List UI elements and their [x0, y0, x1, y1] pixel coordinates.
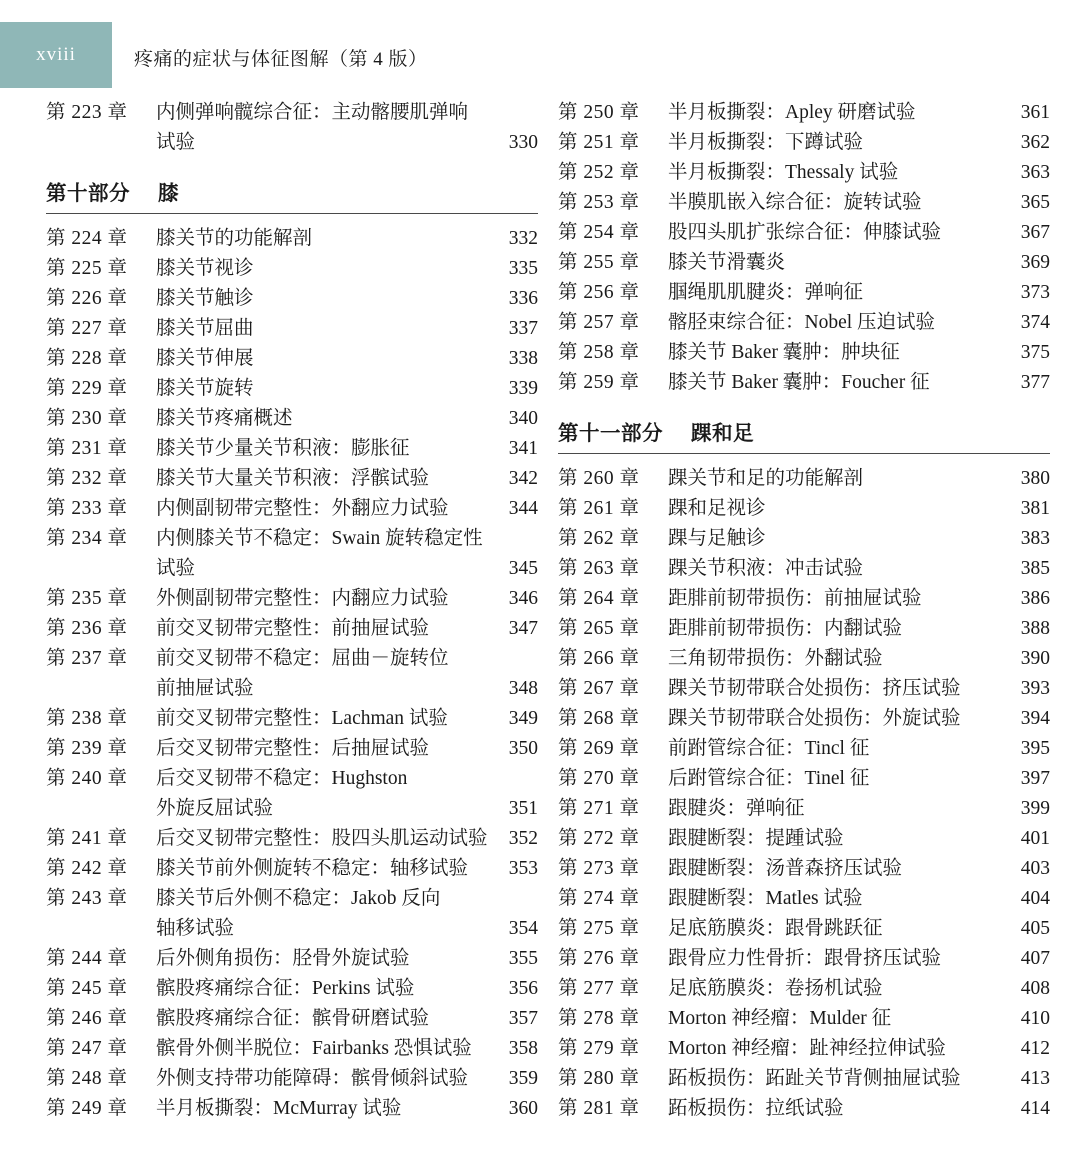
- toc-entry-continuation[interactable]: [46, 674, 538, 704]
- toc-entry[interactable]: [46, 1004, 538, 1034]
- page-number: 410: [1020, 1008, 1050, 1029]
- page-number: 388: [1020, 618, 1050, 639]
- chapter-title: 后交叉韧带不稳定：Hughston: [156, 768, 408, 789]
- toc-entry[interactable]: [558, 764, 1050, 794]
- chapter-title: 内侧膝关节不稳定：Swain 旋转稳定性: [156, 528, 483, 549]
- toc-entry[interactable]: [558, 944, 1050, 974]
- toc-entry[interactable]: [46, 1094, 538, 1124]
- chapter-title: 前交叉韧带不稳定：屈曲－旋转位: [156, 648, 449, 669]
- chapter-title: 髌股疼痛综合征：Perkins 试验: [156, 978, 415, 999]
- chapter-number: 第 235 章: [46, 588, 128, 609]
- chapter-number-spacer: [46, 674, 156, 704]
- chapter-number: 第 239 章: [46, 738, 128, 759]
- chapter-number: 第 223 章: [46, 102, 128, 123]
- toc-entry[interactable]: [558, 614, 1050, 644]
- toc-list-right-part: [558, 464, 1050, 1124]
- toc-entry[interactable]: [558, 584, 1050, 614]
- toc-entry[interactable]: [46, 254, 538, 284]
- page-number: 344: [508, 498, 538, 519]
- chapter-number: 第 260 章: [558, 468, 640, 489]
- toc-entry[interactable]: [46, 284, 538, 314]
- chapter-title: 髌股疼痛综合征：髌骨研磨试验: [156, 1008, 430, 1029]
- chapter-title: 膝关节滑囊炎: [668, 252, 786, 273]
- chapter-title: 膝关节视诊: [156, 258, 254, 279]
- chapter-title: 膝关节后外侧不稳定：Jakob 反向: [156, 888, 441, 909]
- toc-entry-continuation[interactable]: [46, 794, 538, 824]
- toc-entry[interactable]: [558, 974, 1050, 1004]
- page-header: [0, 0, 1080, 88]
- chapter-title: 股四头肌扩张综合征：伸膝试验: [668, 222, 942, 243]
- chapter-title: 三角韧带损伤：外翻试验: [668, 648, 883, 669]
- chapter-number: 第 246 章: [46, 1008, 128, 1029]
- chapter-title: 膝关节屈曲: [156, 318, 254, 339]
- chapter-title-continued: 试验: [156, 132, 196, 153]
- page-number: 412: [1020, 1038, 1050, 1059]
- chapter-title: Morton 神经瘤：Mulder 征: [668, 1008, 892, 1029]
- toc-entry[interactable]: [46, 584, 538, 614]
- toc-entry[interactable]: [558, 248, 1050, 278]
- chapter-number: 第 247 章: [46, 1038, 128, 1059]
- toc-columns: [0, 98, 1080, 1124]
- page-number: 359: [508, 1068, 538, 1089]
- toc-list-left-part: [46, 224, 538, 1124]
- chapter-number: 第 236 章: [46, 618, 128, 639]
- chapter-number: 第 274 章: [558, 888, 640, 909]
- chapter-number: 第 276 章: [558, 948, 640, 969]
- page-number: 346: [508, 588, 538, 609]
- page-number: 335: [508, 258, 538, 279]
- chapter-title: 跖板损伤：拉纸试验: [668, 1098, 844, 1119]
- toc-entry[interactable]: [46, 374, 538, 404]
- page-number: 367: [1020, 222, 1050, 243]
- chapter-number: 第 224 章: [46, 228, 128, 249]
- toc-entry[interactable]: [558, 1034, 1050, 1064]
- page-number: 365: [1020, 192, 1050, 213]
- page-number: 394: [1020, 708, 1050, 729]
- chapter-title: 膝关节触诊: [156, 288, 254, 309]
- page-number: 350: [508, 738, 538, 759]
- chapter-number: 第 243 章: [46, 888, 128, 909]
- page-number: 357: [508, 1008, 538, 1029]
- chapter-title: 跟腱断裂：提踵试验: [668, 828, 844, 849]
- chapter-title: 足底筋膜炎：卷扬机试验: [668, 978, 883, 999]
- page-number: 385: [1020, 558, 1050, 579]
- chapter-title: 膝关节的功能解剖: [156, 228, 313, 249]
- chapter-number: 第 234 章: [46, 528, 128, 549]
- toc-entry-continuation[interactable]: [46, 554, 538, 584]
- page-number: 342: [508, 468, 538, 489]
- chapter-title: 外侧副韧带完整性：内翻应力试验: [156, 588, 449, 609]
- chapter-title-continued: 外旋反屈试验: [156, 798, 274, 819]
- page-number: 407: [1020, 948, 1050, 969]
- chapter-title: 腘绳肌肌腱炎：弹响征: [668, 282, 864, 303]
- toc-entry[interactable]: [46, 614, 538, 644]
- toc-column-left: [46, 98, 538, 1124]
- page-number: 352: [508, 828, 538, 849]
- chapter-number: 第 244 章: [46, 948, 128, 969]
- chapter-number-spacer: [46, 128, 156, 158]
- chapter-number: 第 278 章: [558, 1008, 640, 1029]
- chapter-number: 第 229 章: [46, 378, 128, 399]
- chapter-title: 足底筋膜炎：跟骨跳跃征: [668, 918, 883, 939]
- chapter-title: 髌骨外侧半脱位：Fairbanks 恐惧试验: [156, 1038, 472, 1059]
- toc-entry[interactable]: [46, 314, 538, 344]
- chapter-title: 膝关节前外侧旋转不稳定：轴移试验: [156, 858, 469, 879]
- page-number: 351: [508, 798, 538, 819]
- chapter-title: 跟骨应力性骨折：跟骨挤压试验: [668, 948, 942, 969]
- page-number: 356: [508, 978, 538, 999]
- toc-entry[interactable]: [46, 704, 538, 734]
- chapter-number: 第 240 章: [46, 768, 128, 789]
- chapter-number: 第 277 章: [558, 978, 640, 999]
- chapter-number: 第 237 章: [46, 648, 128, 669]
- chapter-number: 第 249 章: [46, 1098, 128, 1119]
- chapter-title: 膝关节旋转: [156, 378, 254, 399]
- toc-entry[interactable]: [558, 644, 1050, 674]
- chapter-number: 第 269 章: [558, 738, 640, 759]
- chapter-title: 内侧副韧带完整性：外翻应力试验: [156, 498, 449, 519]
- toc-entry[interactable]: [46, 464, 538, 494]
- page-number: 332: [508, 228, 538, 249]
- chapter-title: 跟腱断裂：汤普森挤压试验: [668, 858, 903, 879]
- page-number: 413: [1020, 1068, 1050, 1089]
- chapter-title: 后外侧角损伤：胫骨外旋试验: [156, 948, 410, 969]
- toc-list-left-top: [46, 98, 538, 158]
- chapter-number: 第 272 章: [558, 828, 640, 849]
- toc-entry[interactable]: [46, 854, 538, 884]
- page-number: 355: [508, 948, 538, 969]
- chapter-number: 第 275 章: [558, 918, 640, 939]
- toc-list-right-top: [558, 98, 1050, 398]
- chapter-number: 第 265 章: [558, 618, 640, 639]
- toc-entry[interactable]: [558, 278, 1050, 308]
- chapter-number: 第 233 章: [46, 498, 128, 519]
- page-number: 380: [1020, 468, 1050, 489]
- toc-entry[interactable]: [46, 944, 538, 974]
- chapter-number: 第 261 章: [558, 498, 640, 519]
- toc-entry[interactable]: [558, 734, 1050, 764]
- page-number: 340: [508, 408, 538, 429]
- chapter-title: 膝关节疼痛概述: [156, 408, 293, 429]
- page-number: 375: [1020, 342, 1050, 363]
- toc-entry[interactable]: [558, 464, 1050, 494]
- page-number: 338: [508, 348, 538, 369]
- toc-entry[interactable]: [558, 1064, 1050, 1094]
- page-number: 363: [1020, 162, 1050, 183]
- chapter-number: 第 279 章: [558, 1038, 640, 1059]
- chapter-title: 后跗管综合征：Tinel 征: [668, 768, 870, 789]
- toc-entry[interactable]: [558, 1094, 1050, 1124]
- chapter-number: 第 270 章: [558, 768, 640, 789]
- chapter-title: 内侧弹响髋综合征：主动髂腰肌弹响: [156, 102, 469, 123]
- chapter-number: 第 248 章: [46, 1068, 128, 1089]
- chapter-title: 前交叉韧带完整性：前抽屉试验: [156, 618, 430, 639]
- chapter-title: 跖板损伤：跖趾关节背侧抽屉试验: [668, 1068, 961, 1089]
- page-number: 349: [508, 708, 538, 729]
- part-label: 第十部分: [46, 183, 130, 205]
- toc-entry[interactable]: [558, 158, 1050, 188]
- chapter-title: 半月板撕裂：下蹲试验: [668, 132, 864, 153]
- folio-number: xviii: [0, 22, 112, 88]
- chapter-number: 第 273 章: [558, 858, 640, 879]
- page-number: 348: [508, 678, 538, 699]
- page-number: 404: [1020, 888, 1050, 909]
- chapter-number-spacer: [46, 914, 156, 944]
- chapter-number: 第 263 章: [558, 558, 640, 579]
- chapter-number: 第 262 章: [558, 528, 640, 549]
- page-number: 408: [1020, 978, 1050, 999]
- chapter-number: 第 252 章: [558, 162, 640, 183]
- toc-column-right: [558, 98, 1050, 1124]
- part-name: 膝: [158, 183, 179, 205]
- page-number: 401: [1020, 828, 1050, 849]
- page-number: 373: [1020, 282, 1050, 303]
- page-number: 336: [508, 288, 538, 309]
- chapter-title: 膝关节 Baker 囊肿：肿块征: [668, 342, 900, 363]
- page-number: 397: [1020, 768, 1050, 789]
- toc-entry[interactable]: [558, 914, 1050, 944]
- chapter-title: 后交叉韧带完整性：股四头肌运动试验: [156, 828, 488, 849]
- toc-entry[interactable]: [558, 494, 1050, 524]
- chapter-number: 第 251 章: [558, 132, 640, 153]
- page-number: 360: [508, 1098, 538, 1119]
- toc-entry[interactable]: [46, 884, 538, 914]
- toc-entry[interactable]: [46, 1034, 538, 1064]
- chapter-number: 第 266 章: [558, 648, 640, 669]
- page-number: 358: [508, 1038, 538, 1059]
- chapter-title: 外侧支持带功能障碍：髌骨倾斜试验: [156, 1068, 469, 1089]
- chapter-number: 第 253 章: [558, 192, 640, 213]
- page-number: 393: [1020, 678, 1050, 699]
- chapter-title: Morton 神经瘤：趾神经拉伸试验: [668, 1038, 946, 1059]
- part-divider: [46, 213, 538, 214]
- toc-entry[interactable]: [46, 974, 538, 1004]
- page-number: 374: [1020, 312, 1050, 333]
- chapter-number: 第 256 章: [558, 282, 640, 303]
- page-number: 414: [1020, 1098, 1050, 1119]
- page-number: 377: [1020, 372, 1050, 393]
- chapter-title: 前跗管综合征：Tincl 征: [668, 738, 870, 759]
- chapter-number-spacer: [46, 554, 156, 584]
- toc-entry[interactable]: [46, 98, 538, 128]
- page-number: 395: [1020, 738, 1050, 759]
- toc-entry-continuation[interactable]: [46, 128, 538, 158]
- part-heading-ten: [46, 176, 538, 214]
- page-number: 383: [1020, 528, 1050, 549]
- part-divider: [558, 453, 1050, 454]
- chapter-number: 第 238 章: [46, 708, 128, 729]
- toc-entry[interactable]: [558, 98, 1050, 128]
- toc-entry[interactable]: [46, 644, 538, 674]
- chapter-title: 距腓前韧带损伤：前抽屉试验: [668, 588, 922, 609]
- toc-entry-continuation[interactable]: [46, 914, 538, 944]
- running-title: 疼痛的症状与体征图解（第 4 版）: [134, 49, 428, 70]
- toc-entry[interactable]: [558, 854, 1050, 884]
- chapter-number: 第 281 章: [558, 1098, 640, 1119]
- toc-entry[interactable]: [558, 308, 1050, 338]
- chapter-title: 踝关节积液：冲击试验: [668, 558, 864, 579]
- toc-entry[interactable]: [558, 824, 1050, 854]
- toc-entry[interactable]: [558, 674, 1050, 704]
- chapter-number: 第 258 章: [558, 342, 640, 363]
- toc-entry[interactable]: [46, 344, 538, 374]
- chapter-title: 膝关节大量关节积液：浮髌试验: [156, 468, 430, 489]
- part-heading-eleven: [558, 416, 1050, 454]
- toc-entry[interactable]: [558, 524, 1050, 554]
- chapter-title: 踝关节和足的功能解剖: [668, 468, 864, 489]
- chapter-number: 第 230 章: [46, 408, 128, 429]
- toc-entry[interactable]: [558, 338, 1050, 368]
- chapter-title: 膝关节伸展: [156, 348, 254, 369]
- page-number: 353: [508, 858, 538, 879]
- toc-entry[interactable]: [46, 224, 538, 254]
- toc-entry[interactable]: [46, 734, 538, 764]
- page-number: 403: [1020, 858, 1050, 879]
- chapter-title: 距腓前韧带损伤：内翻试验: [668, 618, 903, 639]
- chapter-number: 第 268 章: [558, 708, 640, 729]
- toc-entry[interactable]: [558, 188, 1050, 218]
- chapter-title: 后交叉韧带完整性：后抽屉试验: [156, 738, 430, 759]
- page-number: 386: [1020, 588, 1050, 609]
- chapter-title: 前交叉韧带完整性：Lachman 试验: [156, 708, 448, 729]
- toc-entry[interactable]: [558, 704, 1050, 734]
- chapter-title: 半月板撕裂：Thessaly 试验: [668, 162, 899, 183]
- toc-entry[interactable]: [46, 524, 538, 554]
- chapter-title: 踝与足触诊: [668, 528, 766, 549]
- page-number: 381: [1020, 498, 1050, 519]
- chapter-number: 第 264 章: [558, 588, 640, 609]
- toc-entry[interactable]: [46, 404, 538, 434]
- chapter-title: 半月板撕裂：McMurray 试验: [156, 1098, 402, 1119]
- chapter-title-continued: 试验: [156, 558, 196, 579]
- chapter-title: 膝关节 Baker 囊肿：Foucher 征: [668, 372, 930, 393]
- page-number: 341: [508, 438, 538, 459]
- chapter-title: 膝关节少量关节积液：膨胀征: [156, 438, 410, 459]
- toc-entry[interactable]: [46, 494, 538, 524]
- page-number: 330: [508, 132, 538, 153]
- chapter-number: 第 227 章: [46, 318, 128, 339]
- chapter-number: 第 242 章: [46, 858, 128, 879]
- chapter-title: 踝和足视诊: [668, 498, 766, 519]
- chapter-number: 第 271 章: [558, 798, 640, 819]
- chapter-number: 第 228 章: [46, 348, 128, 369]
- page-number: 405: [1020, 918, 1050, 939]
- chapter-number: 第 267 章: [558, 678, 640, 699]
- page-number: 339: [508, 378, 538, 399]
- chapter-number: 第 225 章: [46, 258, 128, 279]
- page-number: 362: [1020, 132, 1050, 153]
- chapter-number: 第 245 章: [46, 978, 128, 999]
- toc-entry[interactable]: [558, 1004, 1050, 1034]
- chapter-number: 第 231 章: [46, 438, 128, 459]
- toc-entry[interactable]: [558, 554, 1050, 584]
- part-name: 踝和足: [691, 423, 754, 445]
- page-number: 345: [508, 558, 538, 579]
- toc-entry[interactable]: [46, 824, 538, 854]
- chapter-title: 半月板撕裂：Apley 研磨试验: [668, 102, 916, 123]
- chapter-number: 第 226 章: [46, 288, 128, 309]
- chapter-number: 第 280 章: [558, 1068, 640, 1089]
- chapter-number: 第 232 章: [46, 468, 128, 489]
- page-number: 347: [508, 618, 538, 639]
- chapter-title-continued: 轴移试验: [156, 918, 235, 939]
- chapter-number: 第 259 章: [558, 372, 640, 393]
- page-number: 337: [508, 318, 538, 339]
- chapter-title: 踝关节韧带联合处损伤：挤压试验: [668, 678, 961, 699]
- chapter-number: 第 250 章: [558, 102, 640, 123]
- chapter-number: 第 257 章: [558, 312, 640, 333]
- toc-entry[interactable]: [558, 794, 1050, 824]
- chapter-title: 跟腱断裂：Matles 试验: [668, 888, 863, 909]
- toc-entry[interactable]: [558, 368, 1050, 398]
- page-number: 369: [1020, 252, 1050, 273]
- toc-entry[interactable]: [558, 218, 1050, 248]
- page-number: 399: [1020, 798, 1050, 819]
- part-label: 第十一部分: [558, 423, 663, 445]
- chapter-title-continued: 前抽屉试验: [156, 678, 254, 699]
- chapter-title: 髂胫束综合征：Nobel 压迫试验: [668, 312, 936, 333]
- chapter-number: 第 241 章: [46, 828, 128, 849]
- page-number: 361: [1020, 102, 1050, 123]
- chapter-title: 踝关节韧带联合处损伤：外旋试验: [668, 708, 961, 729]
- page-number: 390: [1020, 648, 1050, 669]
- toc-entry[interactable]: [558, 884, 1050, 914]
- chapter-title: 跟腱炎：弹响征: [668, 798, 805, 819]
- page-number: 354: [508, 918, 538, 939]
- toc-entry[interactable]: [46, 764, 538, 794]
- chapter-number: 第 255 章: [558, 252, 640, 273]
- chapter-number: 第 254 章: [558, 222, 640, 243]
- toc-entry[interactable]: [46, 1064, 538, 1094]
- toc-entry[interactable]: [46, 434, 538, 464]
- toc-entry[interactable]: [558, 128, 1050, 158]
- chapter-number-spacer: [46, 794, 156, 824]
- chapter-title: 半膜肌嵌入综合征：旋转试验: [668, 192, 922, 213]
